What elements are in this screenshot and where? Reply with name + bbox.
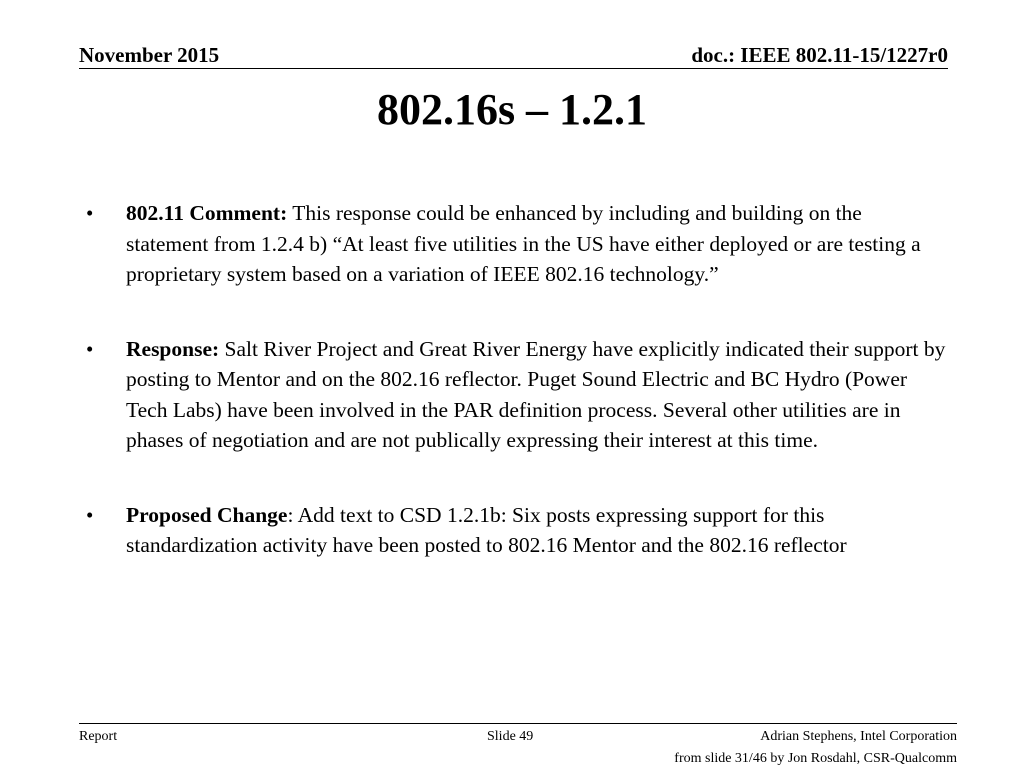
bullet-text: : Add text to CSD 1.2.1b: Six posts expressing support for this standardization activity have been posted to 802.16 Mentor and the 802.16 reflector (126, 502, 847, 557)
bullet-text: This response could be enhanced by including and building on the statement from 1.2.4 b) “At least five utilities in the US have either deployed or are testing a proprietary system based on a variation of IEEE 802.16 technology.” (126, 201, 921, 286)
header-date: November 2015 (79, 43, 220, 67)
footer-slide-number: Slide 49 (487, 729, 534, 744)
bullet-item-response (84, 334, 946, 456)
bullet-label: Response: (126, 336, 220, 361)
bullet-list (84, 198, 946, 561)
bullet-item-comment (84, 198, 946, 290)
footer-divider (79, 723, 957, 724)
footer-source-note: from slide 31/46 by Jon Rosdahl, CSR-Qualcomm (674, 751, 957, 766)
bullet-icon: • (86, 201, 94, 225)
bullet-item-proposed-change (84, 500, 946, 561)
footer-report-label: Report (79, 729, 118, 744)
header-doc-id: doc.: IEEE 802.11-15/1227r0 (691, 43, 948, 67)
bullet-label: 802.11 Comment: (126, 201, 288, 225)
footer-author: Adrian Stephens, Intel Corporation (760, 729, 957, 744)
header-divider (79, 68, 948, 69)
bullet-icon: • (86, 502, 94, 527)
bullet-text: Salt River Project and Great River Energy have explicitly indicated their support by posting to Mentor and on the 802.16 reflector. Puget Sound Electric and BC Hydro (Power Tech Labs) have been involved in the PAR definition process. Several other utilities are in phases of negotiation and are not publically expressing their interest at this time. (126, 336, 946, 452)
bullet-icon: • (86, 336, 94, 361)
bullet-label: Proposed Change (126, 502, 288, 527)
slide-title: 802.16s – 1.2.1 (376, 85, 648, 134)
